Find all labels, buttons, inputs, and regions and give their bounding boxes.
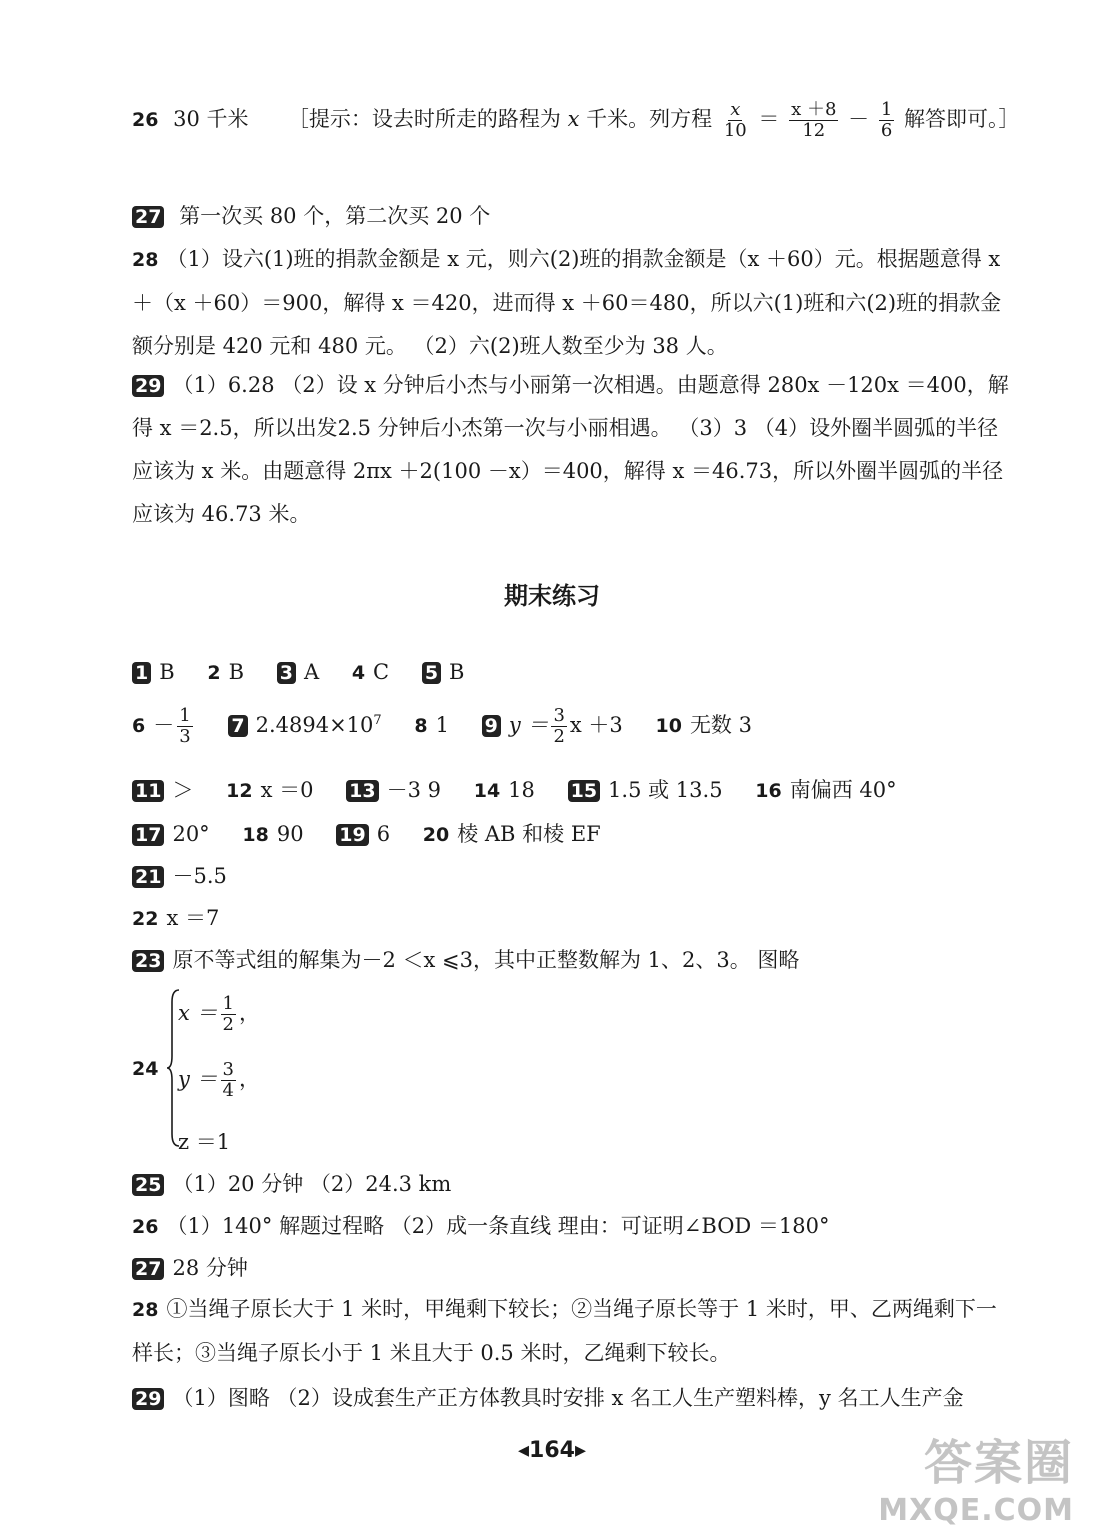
hint-text: ［提示：设去时所走的路程为 xyxy=(287,107,561,131)
answer-23 xyxy=(132,944,799,974)
question-number: 8 xyxy=(414,715,428,737)
question-number: 22 xyxy=(132,908,159,930)
answer-text: －5.5 xyxy=(172,864,227,888)
answer-22 xyxy=(132,902,219,932)
answer-text: 20° xyxy=(172,822,210,846)
answer-text: 棱 AB 和棱 EF xyxy=(457,822,601,846)
fraction: $\frac{1}{6}$ xyxy=(880,99,893,141)
answer-29-prev xyxy=(132,364,1012,536)
page-number: ◂164▸ xyxy=(517,1438,586,1463)
answer-29 xyxy=(132,1382,964,1412)
variable: x xyxy=(567,107,580,131)
answer-text: y ＝ xyxy=(508,713,549,737)
question-number: 25 xyxy=(132,1174,164,1196)
answer-28-prev xyxy=(132,238,1012,368)
question-number: 5 xyxy=(422,662,441,684)
answers-row-6-10 xyxy=(132,706,752,747)
fraction: $\frac{x}{10}$ xyxy=(723,99,747,141)
answer-text: （1）6.28 （2）设 x 分钟后小杰与小丽第一次相遇。由题意得 280x －120x ＝400，解得 x ＝2.5，所以出发2.5 分钟后小杰第一次与小丽相遇。 （3）3 （4）设外圈半圆弧的半径应该为 x 米。由题意得 2πx ＋2(100 －x）＝400，解得 x ＝46.73，所以外圈半圆弧的半径应该为 46.73 米。 xyxy=(132,373,1009,526)
answers-row-1-5 xyxy=(132,660,464,684)
system-row-z: z ＝1 xyxy=(178,1130,231,1154)
answer-text: B xyxy=(449,660,465,684)
question-number: 12 xyxy=(226,780,253,802)
answer-text: 30 千米 xyxy=(173,107,249,131)
question-number: 28 xyxy=(132,249,159,271)
fraction: $\frac{3}{2}$ xyxy=(553,705,565,747)
hint-text: 解答即可。］ xyxy=(903,107,1020,131)
minus-sign: － xyxy=(848,107,870,131)
system-row-y: y ＝ $\frac{3}{4}$ ， xyxy=(178,1059,260,1101)
answer-25 xyxy=(132,1168,451,1198)
answer-text: A xyxy=(303,660,320,684)
question-number: 29 xyxy=(132,375,164,397)
answer-26-prev xyxy=(132,100,1019,141)
answer-text: x ＋3 xyxy=(569,713,623,737)
answer-text: C xyxy=(373,660,390,684)
answer-text: ①当绳子原长大于 1 米时，甲绳剩下较长；②当绳子原长等于 1 米时，甲、乙两绳剩下一样长；③当绳子原长小于 1 米且大于 0.5 米时，乙绳剩下较长。 xyxy=(132,1297,997,1365)
fraction: $\frac{1}{3}$ xyxy=(179,705,191,747)
question-number: 18 xyxy=(242,824,269,846)
question-number: 27 xyxy=(132,1258,164,1280)
question-number: 9 xyxy=(482,715,501,737)
answer-28 xyxy=(132,1288,1012,1375)
answer-text: 28 分钟 xyxy=(172,1256,248,1280)
answer-text: （1）图略 （2）设成套生产正方体教具时安排 x 名工人生产塑料棒，y 名工人生产金 xyxy=(172,1386,964,1410)
answer-text: －3 9 xyxy=(386,778,442,802)
answer-text: B xyxy=(228,660,245,684)
answer-text: 2.4894×10 xyxy=(255,713,374,737)
answer-text: 18 xyxy=(508,778,535,802)
question-number: 29 xyxy=(132,1388,164,1410)
answer-text: 原不等式组的解集为－2 ＜x ⩽3，其中正整数解为 1、2、3。 图略 xyxy=(172,948,800,972)
answer-text: 6 xyxy=(376,822,391,846)
question-number: 4 xyxy=(351,662,366,684)
answer-text: 90 xyxy=(276,822,304,846)
answers-row-17-20 xyxy=(132,818,601,848)
answer-27-prev xyxy=(132,200,490,230)
question-number: 3 xyxy=(277,662,296,684)
question-number: 1 xyxy=(132,662,151,684)
question-number: 17 xyxy=(132,824,164,846)
watermark-url: MXQE.COM xyxy=(878,1493,1074,1528)
answers-row-11-16 xyxy=(132,774,897,804)
minus-sign: － xyxy=(153,713,175,737)
question-number: 26 xyxy=(132,109,159,131)
question-number: 15 xyxy=(568,780,600,802)
hint-text: 千米。列方程 xyxy=(586,107,713,131)
question-number: 20 xyxy=(422,824,450,846)
question-number: 26 xyxy=(132,1216,159,1238)
answer-27 xyxy=(132,1252,248,1282)
watermark-logo-text: 答案圈 xyxy=(923,1435,1074,1491)
question-number: 28 xyxy=(132,1299,159,1321)
question-number: 14 xyxy=(473,780,501,802)
answer-26 xyxy=(132,1210,830,1240)
question-number: 23 xyxy=(132,950,164,972)
section-title: 期末练习 xyxy=(504,582,600,610)
question-number: 19 xyxy=(336,824,368,846)
fraction: $\frac{x +8}{12}$ xyxy=(791,99,837,141)
answer-text: （1）140° 解题过程略 （2）成一条直线 理由：可证明∠BOD ＝180° xyxy=(166,1214,830,1238)
answer-text: 1 xyxy=(435,713,449,737)
question-number: 16 xyxy=(755,780,782,802)
exponent: 7 xyxy=(373,713,382,728)
question-number: 13 xyxy=(346,780,378,802)
question-number: 24 xyxy=(132,1058,159,1080)
answer-text: （1）设六(1)班的捐款金额是 x 元，则六(2)班的捐款金额是（x ＋60）元。根据题意得 x ＋（x ＋60）＝900，解得 x ＝420，进而得 x ＋60＝480，所以六(1)班和六(2)班的捐款金额分别是 420 元和 480 元。 （2）六(2)班人数至少为 38 人。 xyxy=(132,247,1002,358)
answer-text: 无数 3 xyxy=(689,713,752,737)
answer-text: x ＝0 xyxy=(260,778,314,802)
equals-sign: ＝ xyxy=(758,107,780,131)
answer-text: 第一次买 80 个，第二次买 20 个 xyxy=(179,204,491,228)
answer-text: （1）20 分钟 （2）24.3 km xyxy=(172,1172,452,1196)
system-row-x: x ＝ $\frac{1}{2}$ ， xyxy=(178,993,260,1035)
watermark xyxy=(878,1424,1074,1528)
question-number: 21 xyxy=(132,866,164,888)
answer-text: 南偏西 40° xyxy=(789,778,897,802)
answer-21 xyxy=(132,860,227,890)
question-number: 6 xyxy=(132,715,146,737)
question-number: 27 xyxy=(132,206,164,228)
question-number: 2 xyxy=(207,662,221,684)
answer-text: ＞ xyxy=(172,778,194,802)
answer-text: B xyxy=(159,660,175,684)
answer-text: x ＝7 xyxy=(166,906,220,930)
question-number: 11 xyxy=(132,780,164,802)
answer-text: 1.5 或 13.5 xyxy=(608,778,723,802)
question-number: 7 xyxy=(228,715,247,737)
question-number: 10 xyxy=(655,715,682,737)
